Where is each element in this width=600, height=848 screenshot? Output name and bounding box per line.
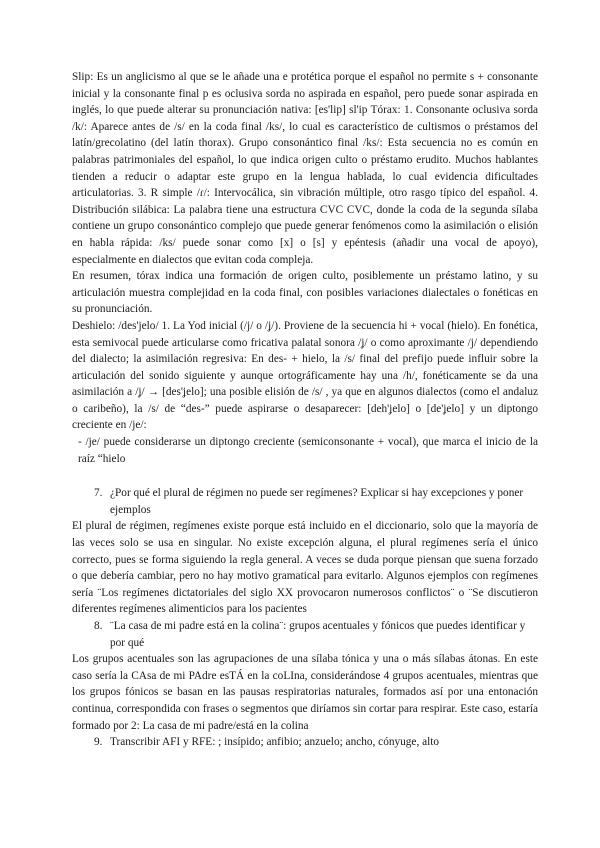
question-8-text: ¨La casa de mi padre está en la colina¨: grupos acentuales y fónicos que puedes identificar y por qué — [110, 620, 526, 649]
question-8 — [72, 618, 538, 651]
question-8-number: 8. — [94, 620, 103, 632]
paragraph-slip-torax: Slip: Es un anglicismo al que se le añade una e protética porque el español no permite s + consonante inicial y la consonante final p es oclusiva sorda no aspirada en español, pero puede sonar aspirada en inglés, lo que puede alterar su pronunciación nativa: [es'lip] sl'ip Tórax: 1. Consonante oclusiva sorda /k/: Aparece antes de /s/ en la coda final /ks/, lo cual es característico de cultismos o préstamos del latín/grecolatino (del latín thorax). Grupo consonántico final /ks/: Esta secuencia no es común en palabras patrimoniales del español, lo que indica origen culto o préstamo erudito. Muchos hablantes tienden a reducir o adaptar este grupo en la lengua hablada, lo cual evidencia dificultades articulatorias. 3. R simple /ɾ/: Intervocálica, sin vibración múltiple, otro rasgo típico del español. 4. Distribución silábica: La palabra tiene una estructura CVC CVC, donde la coda de la segunda sílaba contiene un grupo consonántico complejo que puede generar fenómenos como la asimilación o elisión en habla rápida: /ks/ puede sonar como [x] o [s] y epéntesis (añadir una vocal de apoyo), especialmente en dialectos que evitan coda compleja. — [72, 71, 538, 266]
question-9-number: 9. — [94, 736, 103, 749]
question-9-text: Transcribir AFI y RFE: ; insípido; anfibio; anzuelo; ancho, cónyuge, alto — [110, 736, 440, 749]
paragraph-grupos: Los grupos acentuales son las agrupaciones de una sílaba tónica y una o más sílabas átonas. En este caso sería la CAsa de mi PAdre esTÁ en la coLIna, considerándose 4 grupos acentuales, mientras que los grupos fónicos se basan en las pausas respiratorias naturales, formados así por una entonación continua, correspondida con frases o segmentos que diríamos sin cortar para respirar. Este caso, estaría formado por 2: La casa de mi padre/está en la colina — [72, 653, 538, 732]
paragraph-torax-summary: En resumen, tórax indica una formación de origen culto, posiblemente un préstamo latino, y su articulación muestra complejidad en la coda final, con posibles variaciones dialectales o fonéticas en su pronunciación. — [72, 270, 538, 316]
paragraph-deshielo: Deshielo: /des'jelo/ 1. La Yod inicial (/j/ o /ʝ/). Proviene de la secuencia hi + vocal (hielo). En fonética, esta semivocal puede articularse como fricativa palatal sonora /ʝ/ o como aproximante /j/ dependiendo del dialecto; la asimilación regresiva: En des- + hielo, la /s/ final del prefijo puede influir sobre la articulación del sonido siguiente y aunque ortográficamente hay una /h/, fonéticamente se da una asimilación a /ʝ/ → [des'ʝelo]; una posible elisión de /s/ , ya que en algunos dialectos (como el andaluz o caribeño), la /s/ de “des-” puede aspirarse o desaparecer: [deh'ʝelo] o [de'ʝelo] y un diptongo creciente en /je/: — [72, 319, 538, 432]
document-page — [72, 69, 538, 751]
paragraph-diptongo: - /je/ puede considerarse un diptongo creciente (semiconsonante + vocal), que marca el inicio de la raíz “hielo — [78, 436, 538, 465]
question-7-number: 7. — [94, 487, 103, 500]
question-7 — [72, 485, 538, 518]
question-9 — [72, 734, 538, 751]
paragraph-regimenes: El plural de régimen, regímenes existe porque está incluido en el diccionario, solo que la mayoría de las veces solo se usa en singular. No existe excepción alguna, el plural regímenes sería el único correcto, pues se forma siguiendo la regla general. A veces se duda porque piensan que suena forzado o que debería cambiar, pero no hay motivo gramatical para evitarlo. Algunos ejemplos con regímenes sería ¨Los regímenes dictatoriales del siglo XX provocaron numerosos conflictos¨ o ¨Se discutieron diferentes regímenes alimenticios para los pacientes — [72, 520, 538, 616]
question-7-text: ¿Por qué el plural de régimen no puede ser regímenes? Explicar si hay excepciones y poner ejemplos — [110, 487, 524, 516]
